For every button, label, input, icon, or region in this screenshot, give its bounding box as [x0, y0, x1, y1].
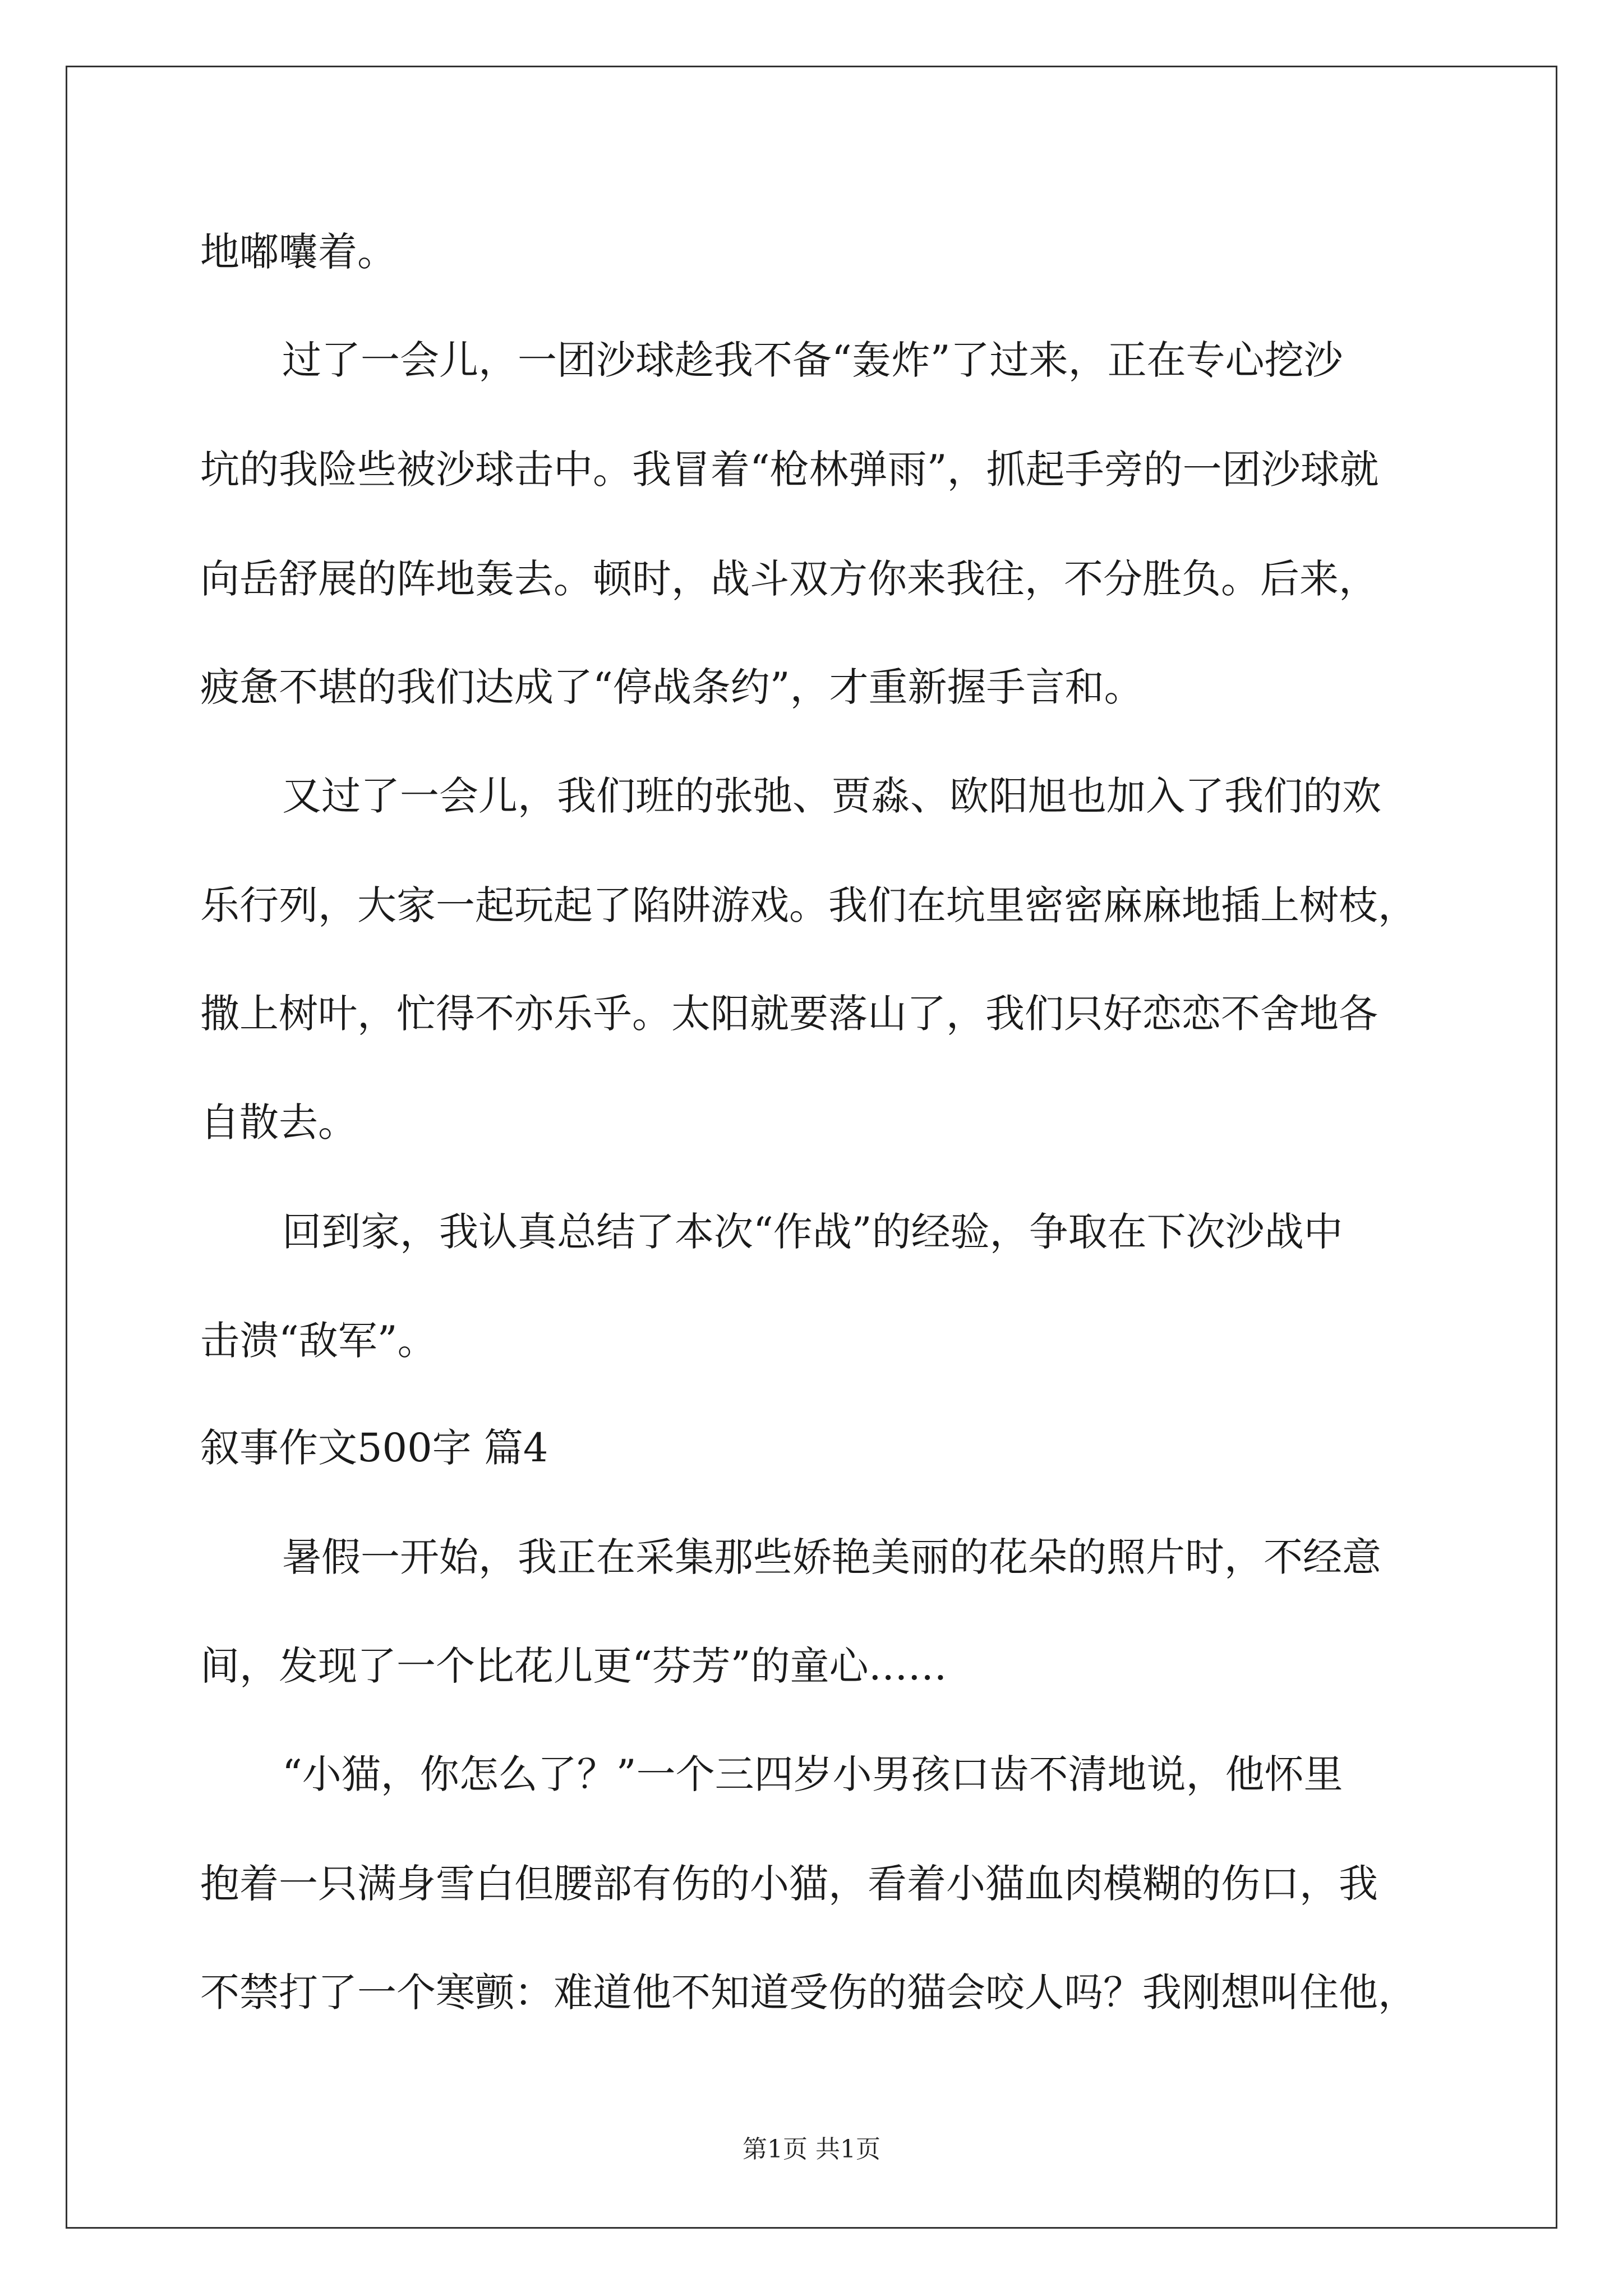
text-line: 坑的我险些被沙球击中。我冒着“枪林弹雨”，抓起手旁的一团沙球就: [200, 447, 1379, 493]
text-line: 地嘟囔着。: [200, 229, 396, 275]
text-line: 不禁打了一个寒颤：难道他不知道受伤的猫会咬人吗？我刚想叫住他，: [200, 1970, 1417, 2016]
section-heading: 叙事作文500字 篇4: [200, 1425, 548, 1471]
page-footer: 第1页 共1页: [743, 2135, 880, 2164]
text-line: 向岳舒展的阵地轰去。顿时，战斗双方你来我往，不分胜负。后来，: [200, 556, 1378, 602]
text-line: 自散去。: [200, 1099, 357, 1145]
text-line: 抱着一只满身雪白但腰部有伤的小猫，看着小猫血肉模糊的伤口，我: [200, 1861, 1378, 1907]
paragraph-first-line: 暑假一开始，我正在采集那些娇艳美丽的花朵的照片时，不经意: [282, 1534, 1381, 1580]
text-line: 撒上树叶，忙得不亦乐乎。太阳就要落山了，我们只好恋恋不舍地各: [200, 991, 1378, 1037]
paragraph-first-line: “小猫，你怎么了？”一个三四岁小男孩口齿不清地说，他怀里: [282, 1751, 1343, 1797]
text-line: 疲惫不堪的我们达成了“停战条约”，才重新握手言和。: [200, 664, 1144, 710]
paragraph-first-line: 过了一会儿，一团沙球趁我不备“轰炸”了过来，正在专心挖沙: [282, 337, 1343, 383]
text-line: 击溃“敌军”。: [200, 1318, 437, 1364]
text-line: 间，发现了一个比花儿更“芬芳”的童心……: [200, 1643, 947, 1689]
text-line: 乐行列，大家一起玩起了陷阱游戏。我们在坑里密密麻麻地插上树枝，: [200, 882, 1417, 928]
paragraph-first-line: 回到家，我认真总结了本次“作战”的经验，争取在下次沙战中: [282, 1209, 1343, 1255]
paragraph-first-line: 又过了一会儿，我们班的张弛、贾淼、欧阳旭也加入了我们的欢: [282, 773, 1381, 819]
